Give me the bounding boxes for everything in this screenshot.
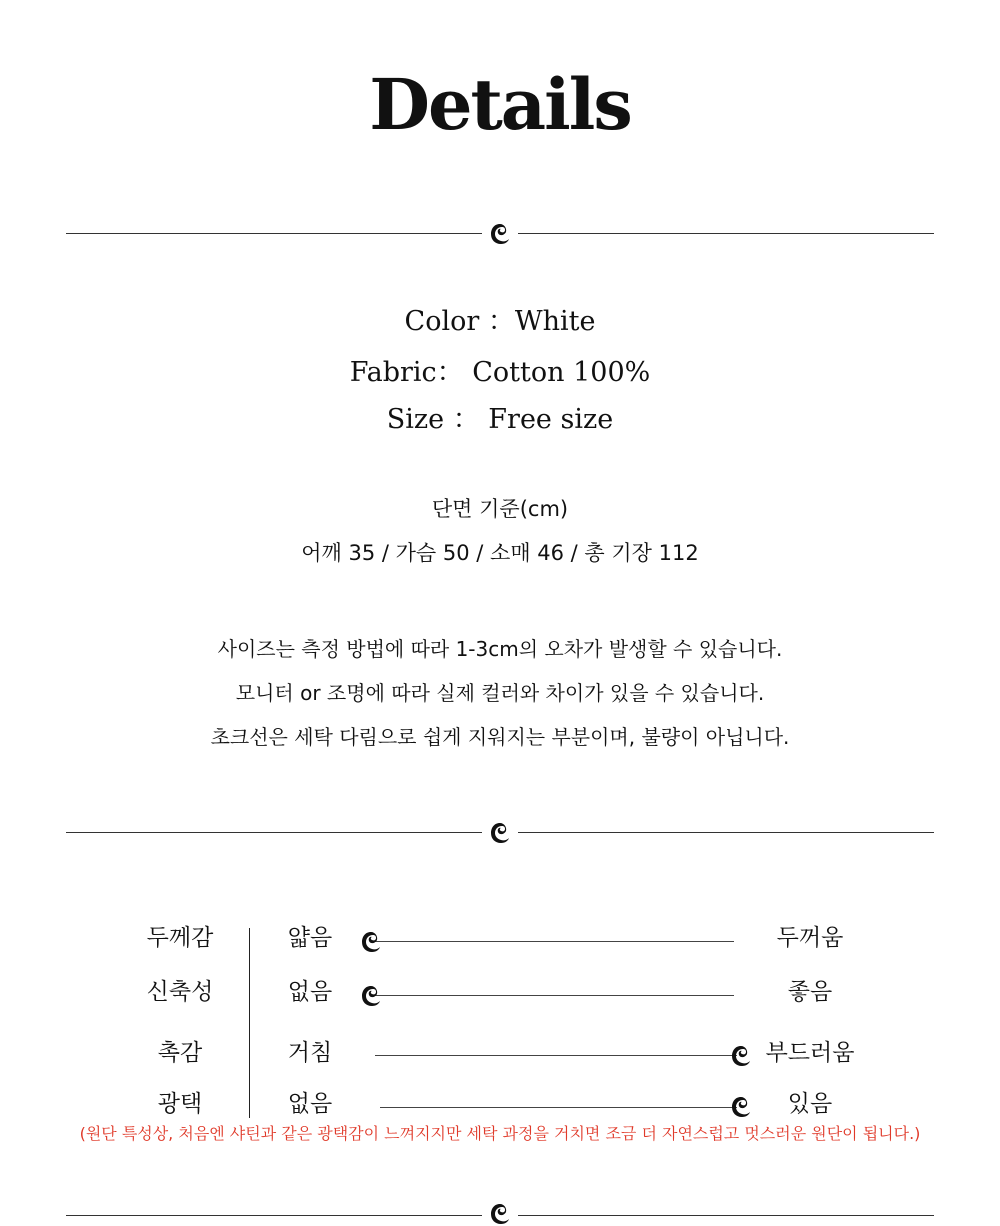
attribute-track-texture [375,1055,737,1056]
attribute-track-gloss [380,1107,737,1108]
attribute-name-texture: 촉감 [157,1040,203,1066]
crescent-swirl-icon [361,984,381,1008]
attribute-name-gloss: 광택 [157,1091,203,1117]
note-line: 사이즈는 측정 방법에 따라 1-3cm의 오차가 발생할 수 있습니다. [217,637,783,661]
attribute-low-elasticity: 없음 [287,979,333,1005]
spec-fabric: Fabric： Cotton 100% [349,357,651,388]
divider-line-left [66,832,482,833]
attribute-track-elasticity [372,995,734,996]
attribute-high-thickness: 두꺼움 [776,925,844,951]
crescent-swirl-icon [361,930,381,954]
divider-line-left [66,1215,482,1216]
attribute-low-thickness: 얇음 [287,925,333,951]
section-divider [66,821,934,845]
crescent-swirl-icon [490,1202,510,1226]
attribute-name-thickness: 두께감 [146,925,214,951]
attribute-low-gloss: 없음 [287,1091,333,1117]
attribute-low-texture: 거침 [287,1040,333,1066]
attribute-name-elasticity: 신축성 [146,979,214,1005]
attribute-separator [249,928,250,1118]
section-divider [66,1202,934,1226]
measurement-heading: 단면 기준(cm) [431,497,569,521]
fabric-footnote: (원단 특성상, 처음엔 샤틴과 같은 광택감이 느껴지지만 세탁 과정을 거치면 조금 더 자연스럽고 멋스러운 원단이 됩니다.) [79,1124,921,1143]
crescent-swirl-icon [490,821,510,845]
divider-line-right [518,1215,934,1216]
attribute-high-elasticity: 좋음 [787,979,833,1005]
spec-color: Color ：White [404,306,596,337]
divider-line-right [518,832,934,833]
note-line: 초크선은 세탁 다림으로 쉽게 지워지는 부분이며, 불량이 아닙니다. [210,725,790,749]
attribute-high-texture: 부드러움 [765,1040,855,1066]
spec-size: Size ： Free size [386,404,614,435]
measurement-values: 어깨 35 / 가슴 50 / 소매 46 / 총 기장 112 [301,541,699,565]
crescent-swirl-icon [731,1044,751,1068]
attribute-high-gloss: 있음 [787,1091,833,1117]
crescent-swirl-icon [490,222,510,246]
crescent-swirl-icon [731,1095,751,1119]
divider-line-left [66,233,482,234]
divider-line-right [518,233,934,234]
attribute-track-thickness [372,941,734,942]
page-title: Details [369,63,631,146]
section-divider [66,222,934,246]
note-line: 모니터 or 조명에 따라 실제 컬러와 차이가 있을 수 있습니다. [235,681,765,705]
